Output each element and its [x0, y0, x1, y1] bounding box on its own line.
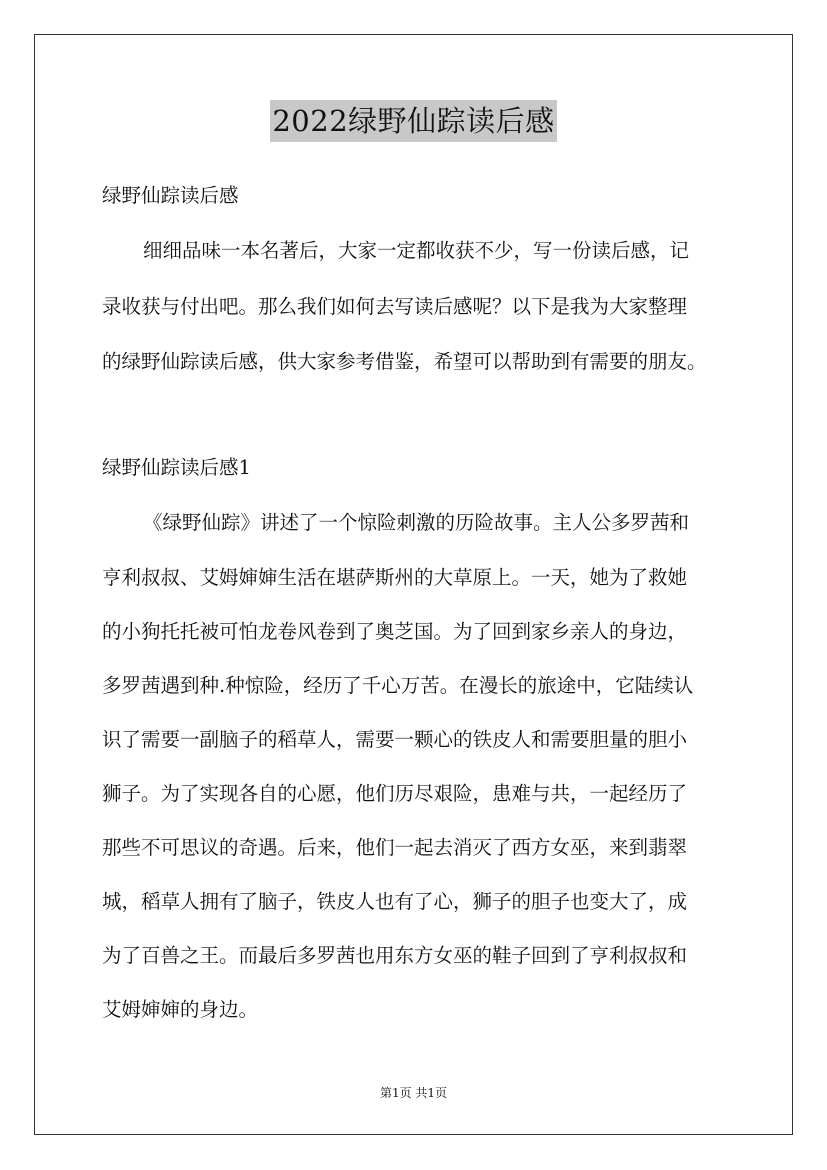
body-line: 艾姆婶婶的身边。	[102, 998, 259, 1021]
body-line: 亨利叔叔、艾姆婶婶生活在堪萨斯州的大草原上。一天，她为了救她	[102, 566, 688, 589]
subheading: 绿野仙踪读后感1	[102, 456, 251, 479]
title-container	[0, 100, 827, 142]
section-heading: 绿野仙踪读后感	[102, 184, 239, 207]
body-line: 那些不可思议的奇遇。后来，他们一起去消灭了西方女巫，来到翡翠	[102, 836, 688, 859]
intro-line: 细细品味一本名著后，大家一定都收获不少，写一份读后感，记	[143, 239, 690, 262]
body-line: 识了需要一副脑子的稻草人，需要一颗心的铁皮人和需要胆量的胆小	[102, 728, 688, 751]
body-line: 的小狗托托被可怕龙卷风卷到了奥芝国。为了回到家乡亲人的身边，	[102, 620, 688, 643]
intro-line: 录收获与付出吧。那么我们如何去写读后感呢？以下是我为大家整理	[102, 295, 688, 318]
body-line: 多罗茜遇到种.种惊险，经历了千心万苦。在漫长的旅途中，它陆续认	[102, 674, 694, 697]
page-footer: 第1页 共1页	[379, 1086, 448, 1100]
body-line: 为了百兽之王。而最后多罗茜也用东方女巫的鞋子回到了亨利叔叔和	[102, 944, 688, 967]
body-line: 狮子。为了实现各自的心愿，他们历尽艰险，患难与共，一起经历了	[102, 782, 688, 805]
intro-line: 的绿野仙踪读后感，供大家参考借鉴，希望可以帮助到有需要的朋友。	[102, 350, 707, 373]
body-line: 《绿野仙踪》讲述了一个惊险刺激的历险故事。主人公多罗茜和	[143, 511, 690, 534]
document-title: 2022绿野仙踪读后感	[270, 100, 556, 142]
body-line: 城，稻草人拥有了脑子，铁皮人也有了心，狮子的胆子也变大了，成	[102, 890, 688, 913]
